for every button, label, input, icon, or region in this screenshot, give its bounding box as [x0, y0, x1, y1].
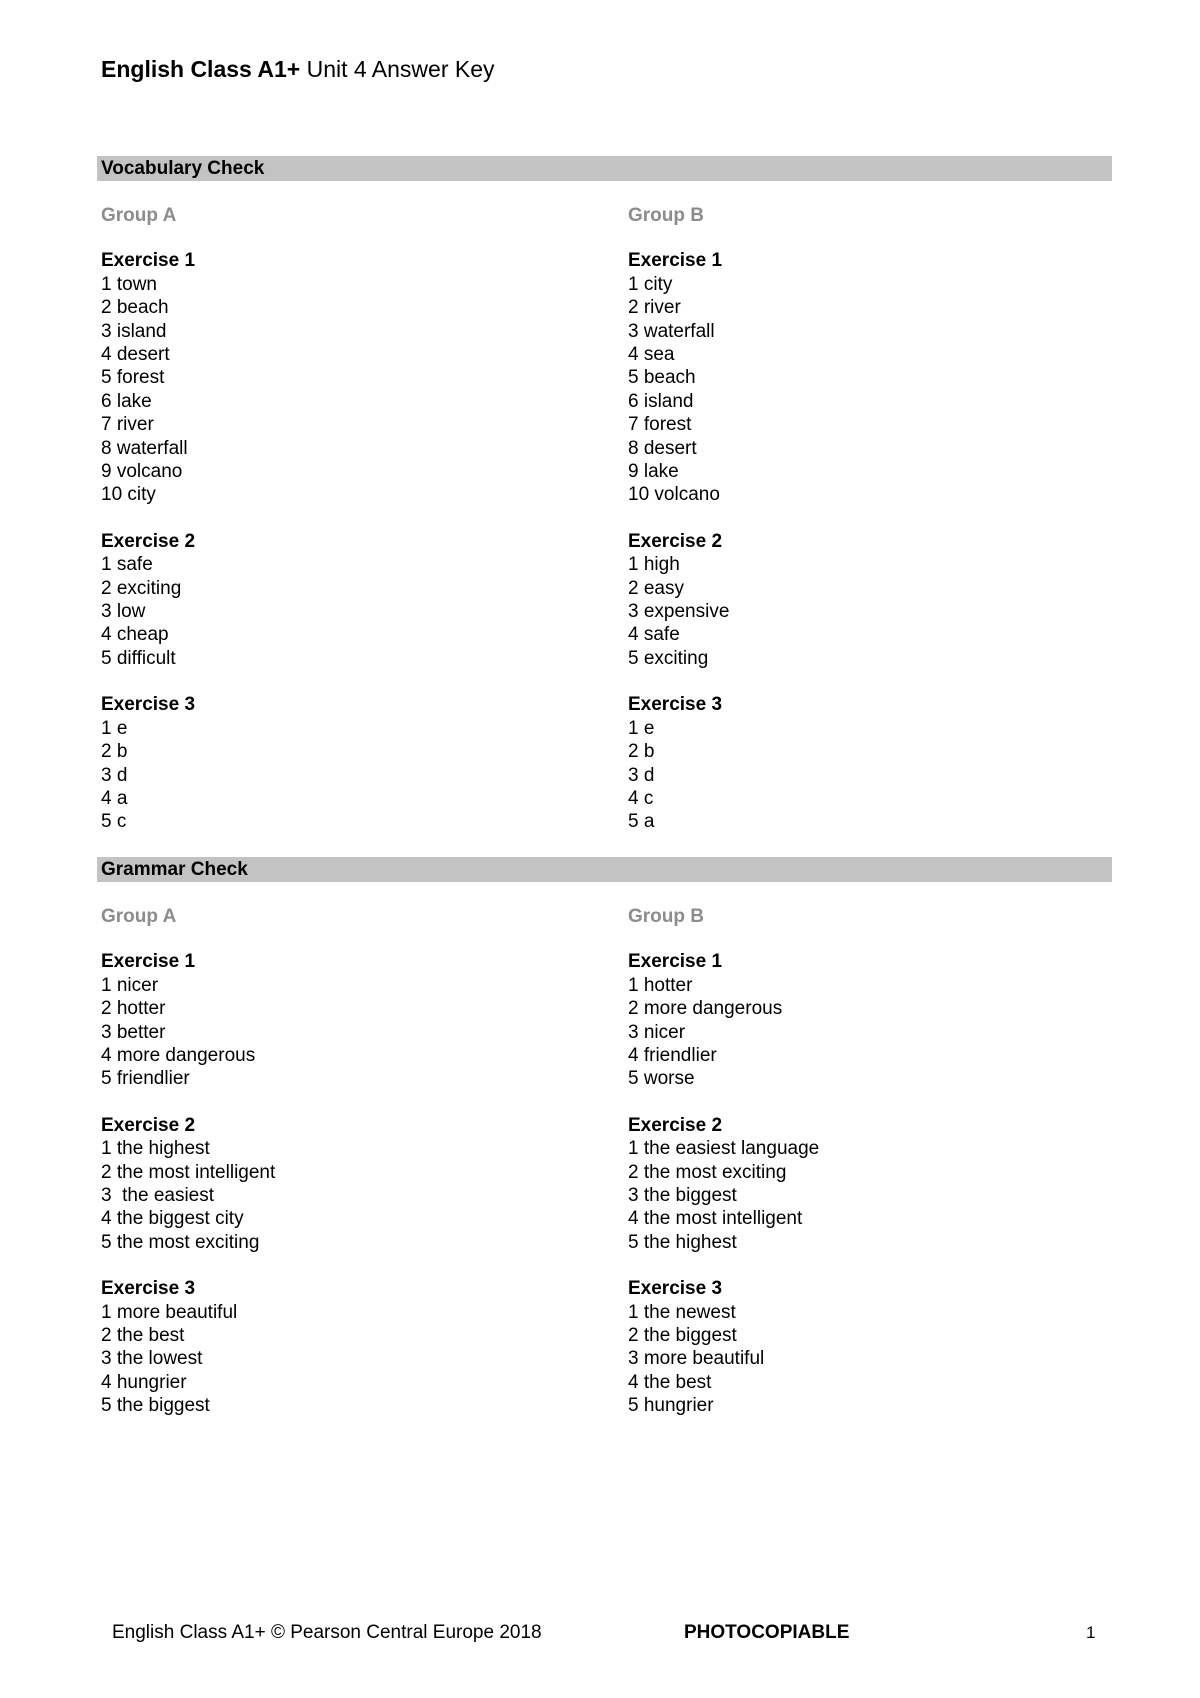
exercise — [101, 693, 601, 833]
answer-item: 1 high — [628, 554, 680, 576]
answer-item: 2 beach — [101, 297, 169, 319]
answer-item: 2 b — [628, 741, 655, 763]
grammar-group-a — [101, 905, 601, 1441]
footer-copyright: English Class A1+ © Pearson Central Europe 2018 — [112, 1622, 542, 1643]
grammar-group-b — [628, 905, 1128, 1441]
exercise-title: Exercise 1 — [101, 951, 196, 973]
answer-item: 4 the biggest city — [101, 1208, 244, 1230]
answer-item: 3 nicer — [628, 1021, 686, 1043]
answer-item: 2 river — [628, 297, 681, 319]
exercise-title: Exercise 3 — [101, 1278, 196, 1300]
answer-item: 1 nicer — [101, 974, 159, 996]
exercise — [628, 530, 1128, 670]
answer-item: 1 the highest — [101, 1138, 210, 1160]
answer-item: 2 the best — [101, 1325, 185, 1347]
answer-item: 5 difficult — [101, 647, 176, 669]
answer-item: 5 beach — [628, 367, 696, 389]
answer-item: 4 c — [628, 787, 654, 809]
exercise-title: Exercise 3 — [628, 694, 723, 716]
exercise — [628, 950, 1128, 1090]
answer-item: 4 a — [101, 787, 128, 809]
answer-item: 10 volcano — [628, 484, 720, 506]
answer-item: 5 the biggest — [101, 1395, 210, 1417]
section-header-grammar: Grammar Check — [97, 857, 1112, 882]
answer-item: 1 city — [628, 273, 673, 295]
vocab-group-a — [101, 204, 601, 857]
exercise-title: Exercise 1 — [101, 250, 196, 272]
group-label: Group A — [101, 906, 177, 927]
group-label: Group B — [628, 205, 704, 226]
exercise-title: Exercise 1 — [628, 250, 723, 272]
answer-item: 1 the newest — [628, 1301, 736, 1323]
answer-item: 4 safe — [628, 624, 680, 646]
answer-item: 1 safe — [101, 554, 153, 576]
answer-item: 1 e — [628, 717, 655, 739]
exercise-title: Exercise 3 — [101, 694, 196, 716]
answer-item: 1 e — [101, 717, 128, 739]
exercise — [101, 950, 601, 1090]
answer-item: 5 a — [628, 811, 655, 833]
answer-item: 3 island — [101, 320, 167, 342]
group-label: Group B — [628, 906, 704, 927]
answer-item: 4 the best — [628, 1371, 712, 1393]
exercise — [101, 530, 601, 670]
group-label: Group A — [101, 205, 177, 226]
answer-item: 2 b — [101, 741, 128, 763]
answer-item: 2 the most exciting — [628, 1161, 787, 1183]
answer-item: 2 exciting — [101, 577, 182, 599]
exercise — [628, 249, 1128, 506]
answer-item: 2 the most intelligent — [101, 1161, 276, 1183]
answer-item: 9 volcano — [101, 461, 183, 483]
answer-item: 5 worse — [628, 1068, 695, 1090]
exercise — [628, 1114, 1128, 1254]
answer-item: 3 d — [101, 764, 128, 786]
answer-item: 3 better — [101, 1021, 166, 1043]
answer-item: 7 river — [101, 414, 154, 436]
answer-item: 3 expensive — [628, 601, 730, 623]
answer-item: 1 hotter — [628, 974, 693, 996]
answer-item: 3 the lowest — [101, 1348, 203, 1370]
page-number: 1 — [1086, 1623, 1096, 1642]
answer-item: 2 easy — [628, 577, 684, 599]
answer-item: 5 friendlier — [101, 1068, 190, 1090]
answer-item: 5 exciting — [628, 647, 709, 669]
title-bold: English Class A1+ — [101, 56, 301, 82]
exercise — [628, 693, 1128, 833]
answer-item: 4 sea — [628, 344, 675, 366]
exercise-title: Exercise 2 — [628, 530, 723, 552]
answer-item: 5 the most exciting — [101, 1231, 260, 1253]
answer-item: 2 hotter — [101, 998, 166, 1020]
answer-item: 3 low — [101, 601, 146, 623]
exercise-title: Exercise 2 — [101, 1114, 196, 1136]
answer-item: 8 waterfall — [101, 437, 188, 459]
exercise-title: Exercise 1 — [628, 951, 723, 973]
exercise-title: Exercise 2 — [628, 1114, 723, 1136]
answer-item: 5 the highest — [628, 1231, 737, 1253]
answer-item: 4 the most intelligent — [628, 1208, 803, 1230]
exercise — [101, 1277, 601, 1417]
answer-item: 5 hungrier — [628, 1395, 714, 1417]
answer-item: 2 more dangerous — [628, 998, 783, 1020]
page-title — [101, 54, 495, 84]
answer-item: 6 lake — [101, 390, 152, 412]
answer-item: 4 friendlier — [628, 1045, 717, 1067]
answer-item: 3 d — [628, 764, 655, 786]
answer-item: 3 the biggest — [628, 1185, 737, 1207]
exercise-title: Exercise 2 — [101, 530, 196, 552]
answer-item: 8 desert — [628, 437, 697, 459]
answer-item: 4 cheap — [101, 624, 169, 646]
vocab-group-b — [628, 204, 1128, 857]
section-header-vocabulary: Vocabulary Check — [97, 156, 1112, 181]
exercise-title: Exercise 3 — [628, 1278, 723, 1300]
answer-item: 7 forest — [628, 414, 692, 436]
answer-item: 3 waterfall — [628, 320, 715, 342]
exercise — [101, 249, 601, 506]
answer-item: 3 more beautiful — [628, 1348, 765, 1370]
answer-item: 4 hungrier — [101, 1371, 187, 1393]
answer-item: 5 c — [101, 811, 127, 833]
answer-item: 1 more beautiful — [101, 1301, 238, 1323]
answer-item: 6 island — [628, 390, 694, 412]
answer-item: 1 town — [101, 273, 157, 295]
answer-item: 2 the biggest — [628, 1325, 737, 1347]
exercise — [101, 1114, 601, 1254]
title-rest: Unit 4 Answer Key — [300, 56, 495, 82]
footer-photocopiable: PHOTOCOPIABLE — [684, 1622, 850, 1643]
answer-item: 4 more dangerous — [101, 1045, 256, 1067]
answer-item: 1 the easiest language — [628, 1138, 820, 1160]
answer-item: 9 lake — [628, 461, 679, 483]
answer-item: 3 the easiest — [101, 1185, 215, 1207]
answer-item: 10 city — [101, 484, 156, 506]
exercise — [628, 1277, 1128, 1417]
answer-item: 4 desert — [101, 344, 170, 366]
answer-item: 5 forest — [101, 367, 165, 389]
